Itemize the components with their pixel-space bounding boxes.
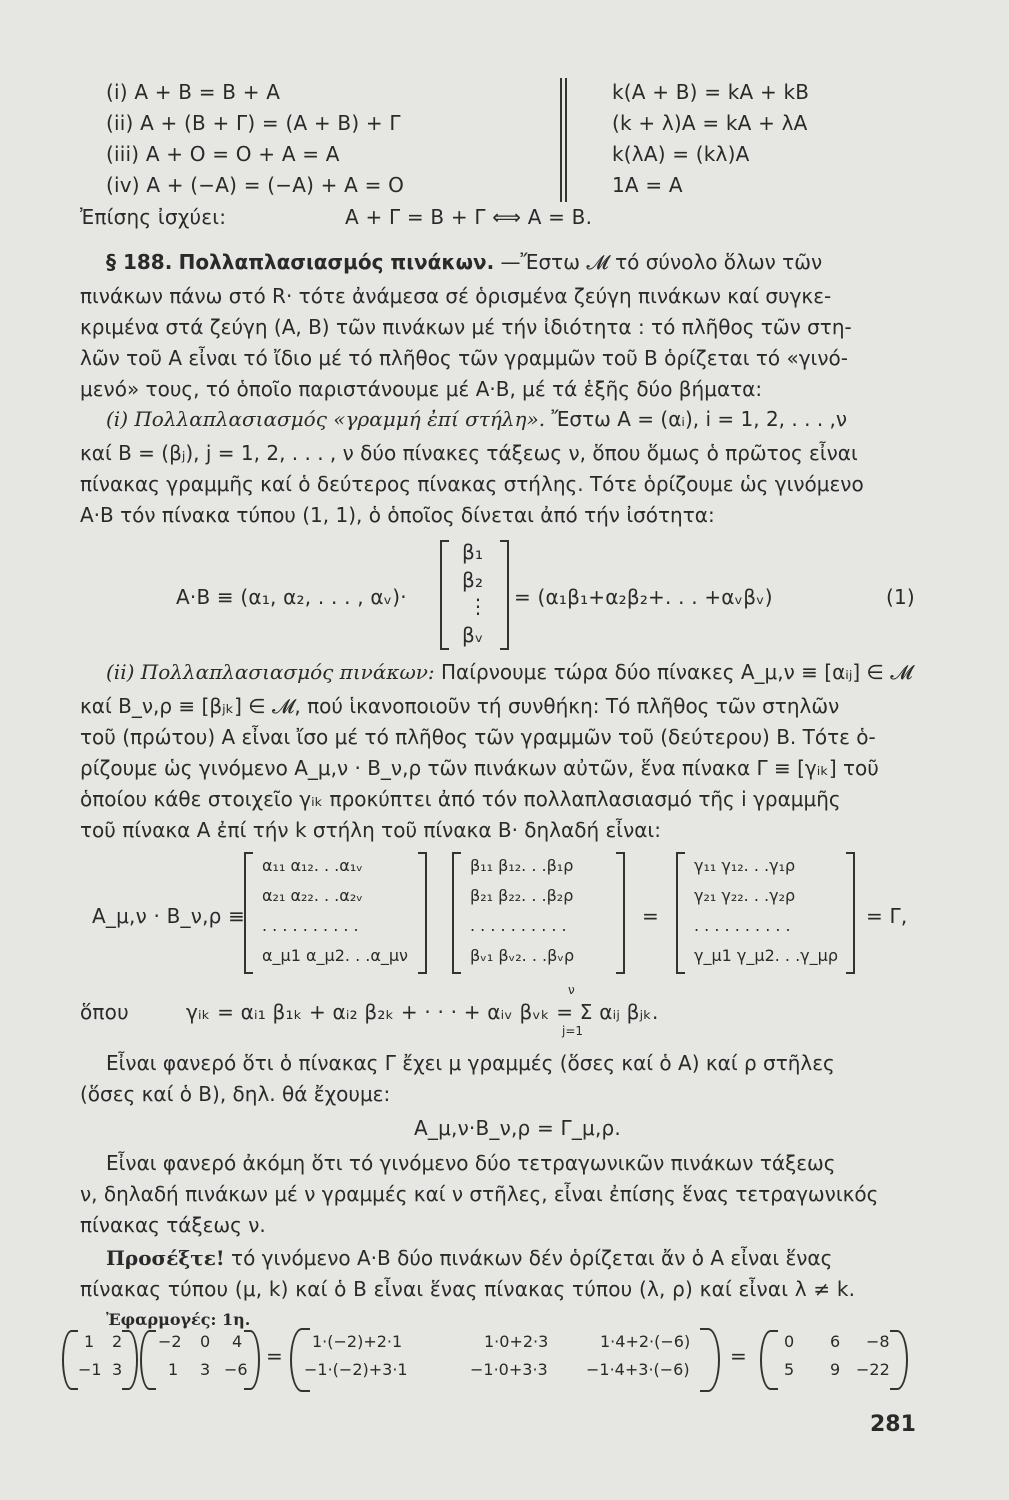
section-heading (106, 250, 822, 274)
eq1-number: (1) (886, 585, 915, 609)
ex-m4-paren-left (760, 1330, 778, 1390)
matC-bracket-right (846, 852, 855, 974)
section-intro (80, 281, 920, 405)
step1-line: πίνακας γραμμῆς καί ὁ δεύτερος πίνακας στήλης. Τότε ὁρίζουμε ὡς γινόμενο (80, 472, 864, 496)
ex-m4-cell: 0 (784, 1332, 795, 1351)
intro-line: πινάκων πάνω στό R· τότε ἀνάμεσα σέ ὁρισμένα ζεύγη πινάκων καί συγκε- (80, 284, 832, 308)
matB-row: β₁₁ β₁₂. . .β₁ρ (470, 856, 574, 875)
para1-line: (ὅσες καί ὁ B), δηλ. θά ἔχουμε: (80, 1082, 391, 1106)
matrix-eq-end: = Γ, (866, 904, 908, 928)
matA-row: α_μ1 α_μ2. . .α_μν (262, 946, 408, 965)
ex-m1-cell: −1 (78, 1360, 102, 1379)
ex-m4-cell: 5 (784, 1360, 795, 1379)
section-title: Πολλαπλασιασμός πινάκων. (178, 250, 495, 274)
step1-label: (i) Πολλαπλασιασμός «γραμμή ἐπί στήλη». (106, 407, 546, 431)
matA-row: α₁₁ α₁₂. . .α₁ᵥ (262, 856, 363, 875)
property-right-4: 1A = A (612, 173, 683, 197)
para2-line: ν, δηλαδή πινάκων μέ ν γραμμές καί ν στῆλες, εἶναι ἐπίσης ἕνας τετραγωνικός (80, 1182, 879, 1206)
ex-m1-cell: 3 (112, 1360, 123, 1379)
page-number: 281 (870, 1412, 916, 1437)
eq1-rhs: = (α₁β₁+α₂β₂+. . . +αᵥβᵥ) (514, 585, 773, 609)
step2-line: ρίζουμε ὡς γινόμενο A_μ,ν · B_ν,ρ τῶν πινάκων αὐτῶν, ἕνα πίνακα Γ ≡ [γᵢₖ] τοῦ (80, 756, 879, 780)
para-dimensions (80, 1048, 920, 1110)
matB-bracket-left (452, 852, 461, 974)
dimension-formula: A_μ,ν·B_ν,ρ = Γ_μ,ρ. (414, 1116, 621, 1140)
step1-line: καί B = (βⱼ), j = 1, 2, . . . , ν δύο πίνακες τάξεως ν, ὅπου ὅμως ὁ πρῶτος εἶναι (80, 441, 858, 465)
intro-line: κριμένα στά ζεύγη (A, B) τῶν πινάκων μέ τήν ἰδιότητα : τό πλῆθος τῶν στη- (80, 315, 852, 339)
divider-line-2 (565, 78, 567, 202)
para2-line: Εἶναι φανερό ἀκόμη ὅτι τό γινόμενο δύο τετραγωνικῶν πινάκων τάξεως (106, 1151, 836, 1175)
matA-bracket-left (244, 852, 253, 974)
step2-line: καί B_ν,ρ ≡ [βⱼₖ] ∈ 𝓜, πού ἱκανοποιοῦν τή συνθήκη: Τό πλῆθος τῶν στηλῶν (80, 694, 840, 718)
matC-bracket-left (676, 852, 685, 974)
ex-m2-paren-right (244, 1330, 260, 1390)
eq1-lhs: A·B ≡ (α₁, α₂, . . . , αᵥ)· (176, 585, 407, 609)
gamma-formula: γᵢₖ = αᵢ₁ β₁ₖ + αᵢ₂ β₂ₖ + · · · + αᵢᵥ βᵥₖ = Σ αᵢⱼ βⱼₖ. (186, 1000, 659, 1024)
step1-heading (106, 407, 847, 431)
para1-line: Εἶναι φανερό ὅτι ὁ πίνακας Γ ἔχει μ γραμμές (ὅσες καί ὁ A) καί ρ στῆλες (106, 1051, 835, 1075)
ex-m3-paren-right (700, 1328, 720, 1392)
ex-m1-cell: 2 (112, 1332, 123, 1351)
step2-line: τοῦ (πρώτου) A εἶναι ἴσο μέ τό πλῆθος τῶν γραμμῶν τοῦ (δεύτερου) B. Τότε ὁ- (80, 725, 876, 749)
ex-m1-cell: 1 (84, 1332, 95, 1351)
step2-first: Παίρνουμε τώρα δύο πίνακες A_μ,ν ≡ [αᵢⱼ] ∈ 𝓜 (441, 660, 913, 684)
matC-row: γ₁₁ γ₁₂. . .γ₁ρ (694, 856, 796, 875)
ex-m3-cell: −1·0+3·3 (470, 1360, 548, 1379)
matrix-lhs: A_μ,ν · B_ν,ρ ≡ (92, 904, 246, 928)
matB-bracket-right (616, 852, 625, 974)
column-bracket-left (440, 540, 449, 650)
matC-row: γ_μ1 γ_μ2. . .γ_μρ (694, 946, 838, 965)
ex-m1-paren-left (62, 1330, 78, 1390)
para2-line: πίνακας τάξεως ν. (80, 1213, 266, 1237)
intro-line: λῶν τοῦ A εἶναι τό ἴδιο μέ τό πλῆθος τῶν γραμμῶν τοῦ B ὁρίζεται τό «γινό- (80, 346, 848, 370)
para-square (80, 1148, 920, 1241)
matC-row: . . . . . . . . . . (694, 916, 791, 935)
applications-label: Ἐφαρμογές: 1η. (106, 1310, 251, 1329)
step1-first: Ἔστω A = (αᵢ), i = 1, 2, . . . ,ν (551, 407, 848, 431)
attention-text: τό γινόμενο A·B δύο πινάκων δέν ὁρίζεται ἄν ὁ A εἶναι ἕνας (231, 1246, 833, 1270)
also-formula: A + Γ = B + Γ ⟺ A = B. (345, 205, 593, 229)
matB-row: β₂₁ β₂₂. . .β₂ρ (470, 886, 574, 905)
matrix-equals: = (642, 904, 659, 928)
matA-bracket-right (418, 852, 427, 974)
sum-lower: j=1 (562, 1024, 584, 1038)
also-label: Ἐπίσης ἰσχύει: (80, 205, 227, 229)
where-label: ὅπου (80, 1000, 129, 1024)
section-number: § 188. (106, 250, 173, 274)
property-right-2: (k + λ)A = kA + λA (612, 111, 808, 135)
ex-m2-paren-left (140, 1330, 156, 1390)
ex-m2-cell: 4 (232, 1332, 243, 1351)
attention-line (106, 1246, 832, 1270)
ex-m3-cell: 1·4+2·(−6) (600, 1332, 691, 1351)
matB-row: . . . . . . . . . . (470, 916, 567, 935)
ex-m2-cell: −2 (158, 1332, 182, 1351)
step2-line: τοῦ πίνακα A ἐπί τήν k στήλη τοῦ πίνακα B· δηλαδή εἶναι: (80, 818, 661, 842)
column-entry: βᵥ (462, 623, 484, 647)
property-left-3: (iii) A + O = O + A = A (106, 142, 340, 166)
ex-equals-1: = (266, 1344, 283, 1368)
step2-heading (106, 660, 913, 684)
ex-m4-cell: 6 (830, 1332, 841, 1351)
divider-line (560, 78, 562, 202)
property-left-2: (ii) A + (B + Γ) = (A + B) + Γ (106, 111, 401, 135)
section-intro-first: —Ἔστω 𝓜 τό σύνολο ὅλων τῶν (500, 250, 823, 274)
column-entry: ⋮ (468, 594, 489, 618)
ex-m2-cell: 0 (200, 1332, 211, 1351)
ex-m3-cell: −1·4+3·(−6) (586, 1360, 690, 1379)
ex-m4-cell: 9 (830, 1360, 841, 1379)
ex-equals-2: = (730, 1344, 747, 1368)
column-bracket-right (500, 540, 509, 650)
step1-line: A·B τόν πίνακα τύπου (1, 1), ὁ ὁποῖος δίνεται ἀπό τήν ἰσότητα: (80, 503, 715, 527)
matC-row: γ₂₁ γ₂₂. . .γ₂ρ (694, 886, 796, 905)
ex-m3-cell: 1·(−2)+2·1 (312, 1332, 403, 1351)
ex-m3-cell: −1·(−2)+3·1 (304, 1360, 408, 1379)
ex-m2-cell: −6 (224, 1360, 248, 1379)
ex-m1-paren-right (122, 1330, 138, 1390)
property-left-1: (i) A + B = B + A (106, 80, 281, 104)
matB-row: βᵥ₁ βᵥ₂. . .βᵥρ (470, 946, 575, 965)
intro-line: μενό» τους, τό ὁποῖο παριστάνουμε μέ A·B, μέ τά ἑξῆς δύο βήματα: (80, 377, 763, 401)
ex-m3-cell: 1·0+2·3 (484, 1332, 549, 1351)
column-entry: β₂ (462, 568, 484, 592)
property-right-3: k(λA) = (kλ)A (612, 142, 750, 166)
step2-label: (ii) Πολλαπλασιασμός πινάκων: (106, 660, 435, 684)
attention-text-2: πίνακας τύπου (μ, k) καί ὁ B εἶναι ἕνας πίνακας τύπου (λ, ρ) καί εἶναι λ ≠ k. (80, 1277, 856, 1301)
ex-m4-cell: −8 (866, 1332, 890, 1351)
step2-line: ὁποίου κάθε στοιχεῖο γᵢₖ προκύπτει ἀπό τόν πολλαπλασιασμό τῆς i γραμμῆς (80, 787, 841, 811)
sum-upper: ν (568, 983, 575, 997)
property-left-4: (iv) A + (−A) = (−A) + A = O (106, 173, 405, 197)
attention-label: Προσέξτε! (106, 1246, 225, 1270)
step2-text (80, 691, 920, 846)
matA-row: . . . . . . . . . . (262, 916, 359, 935)
ex-m4-cell: −22 (856, 1360, 890, 1379)
property-right-1: k(A + B) = kA + kB (612, 80, 810, 104)
ex-m2-cell: 1 (168, 1360, 179, 1379)
ex-m4-paren-right (890, 1330, 908, 1390)
ex-m2-cell: 3 (200, 1360, 211, 1379)
matA-row: α₂₁ α₂₂. . .α₂ᵥ (262, 886, 363, 905)
step1-text (80, 438, 920, 531)
column-entry: β₁ (462, 540, 484, 564)
